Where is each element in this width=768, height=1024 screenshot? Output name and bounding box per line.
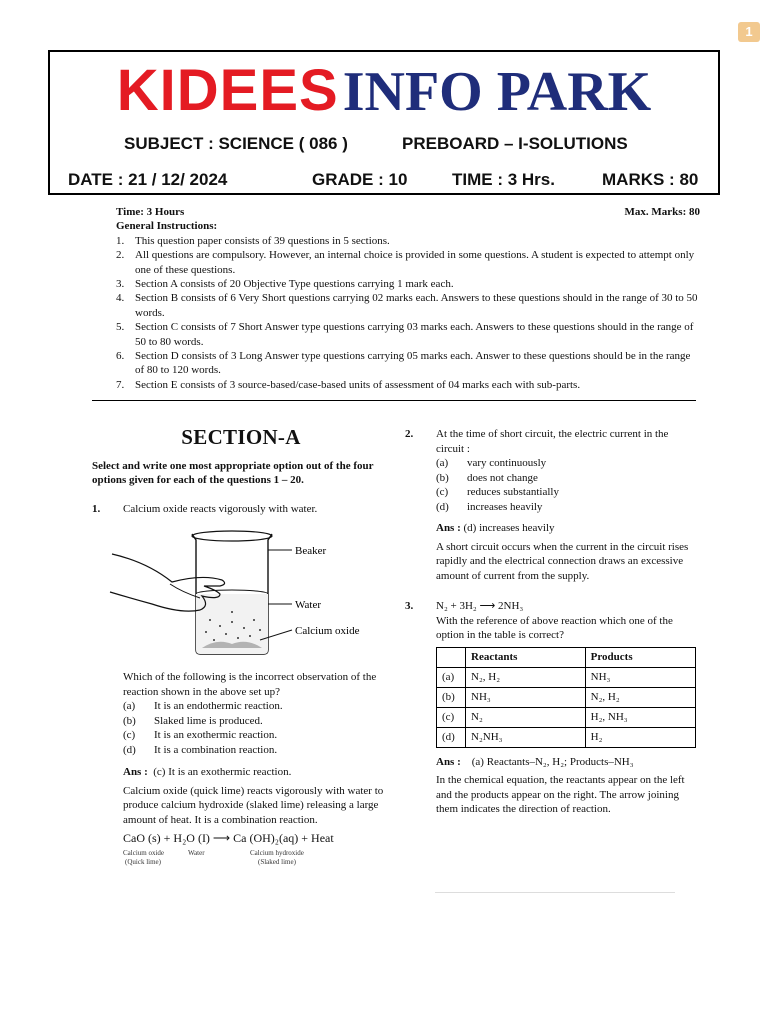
instruction-item: 6. Section D consists of 3 Long Answer type questions carrying 05 marks each. Answer to these questions should be in the range of 80 to 120 words.	[116, 350, 691, 377]
bottom-faint-rule	[435, 892, 675, 893]
question-text: At the time of short circuit, the electric current in the circuit :	[436, 428, 669, 455]
question-2	[405, 427, 697, 456]
instruction-item: 7. Section E consists of 3 source-based/case-based units of assessment of 04 marks each with sub-parts.	[116, 378, 581, 391]
answer-label: Ans :	[436, 522, 461, 534]
answer-text: (d) increases heavily	[463, 522, 555, 534]
instructions-list	[116, 234, 700, 392]
time-allowed: Time: 3 Hours	[116, 206, 185, 218]
answer-text: (c) It is an exothermic reaction.	[153, 766, 292, 778]
q3-answer	[405, 755, 697, 770]
table-header-row: Reactants Products	[437, 647, 696, 667]
label-water: Water	[295, 599, 321, 611]
answer-text: (a) Reactants–N₂, H₂; Products–NH₃	[471, 755, 634, 768]
date-label: DATE : 21 / 12/ 2024	[68, 170, 228, 189]
question-number: 3.	[405, 600, 414, 612]
marks-label: MARKS : 80	[602, 170, 699, 189]
label-calcium-oxide: Calcium oxide	[295, 625, 360, 637]
question-1	[92, 502, 390, 517]
q1-question: Which of the following is the incorrect observation of the reaction shown in the above set up?	[123, 671, 377, 698]
grade-label: GRADE : 10	[312, 170, 408, 189]
option: (b) Slaked lime is produced.	[123, 714, 263, 727]
option: (a) vary continuously	[436, 457, 547, 469]
reaction-table	[436, 647, 696, 748]
option: (a) It is an endothermic reaction.	[123, 700, 283, 712]
table-row: (d) N₂NH₃ H₂	[437, 727, 696, 747]
question-text: With the reference of above reaction which one of the option in the table is correct?	[436, 614, 673, 641]
brand-title	[50, 58, 718, 123]
beaker-illustration	[92, 522, 390, 662]
right-column	[405, 427, 697, 817]
instruction-item: 3. Section A consists of 20 Objective Type questions carrying 1 mark each.	[116, 278, 454, 291]
q1-body	[92, 670, 390, 699]
table-row: (b) NH₃ N₂, H₂	[437, 687, 696, 707]
table-row: (c) N₂ H₂, NH₃	[437, 707, 696, 727]
table-row: (a) N₂, H₂ NH₃	[437, 667, 696, 687]
q3-explanation: In the chemical equation, the reactants appear on the left and the products appear on the right. The arrow joining them indicates the direction of reaction.	[436, 774, 685, 815]
left-column	[92, 425, 390, 866]
option: (b) does not change	[436, 471, 538, 484]
question-3	[405, 599, 697, 643]
instruction-item: 1. This question paper consists of 39 questions in 5 sections.	[116, 234, 390, 247]
q1-answer	[92, 765, 390, 780]
beaker-figure	[92, 522, 390, 662]
answer-label: Ans :	[436, 755, 461, 768]
label-beaker: Beaker	[295, 545, 327, 557]
q3-table-wrap	[405, 647, 697, 748]
option: (c) reduces substantially	[436, 486, 559, 498]
option: (c) It is an exothermic reaction.	[123, 729, 278, 741]
brand-red: KIDEES	[116, 58, 339, 123]
max-marks: Max. Marks: 80	[624, 206, 700, 218]
general-instructions	[116, 205, 700, 392]
subject-label: SUBJECT : SCIENCE ( 086 )	[124, 134, 348, 153]
section-title: SECTION-A	[181, 425, 301, 449]
q1-explanation: Calcium oxide (quick lime) reacts vigorously with water to produce calcium hydroxide (slaked lime) releasing a large amount of heat. It is a combination reaction.	[123, 784, 384, 826]
brand-blue: INFO PARK	[342, 61, 652, 123]
q1-options	[92, 699, 390, 757]
option: (d) It is a combination reaction.	[123, 743, 278, 756]
section-divider	[92, 400, 696, 401]
section-intro: Select and write one most appropriate option out of the four options given for each of the questions 1 – 20.	[92, 459, 374, 486]
question-text: Calcium oxide reacts vigorously with water.	[123, 502, 318, 515]
instructions-head	[116, 205, 700, 219]
q3-equation: N₂ + 3H₂ ⟶ 2NH₃	[436, 600, 524, 612]
q1-equation-labels: Calcium oxide (Quick lime) Water Calcium hydroxide (Slaked lime)	[123, 848, 304, 866]
time-label: TIME : 3 Hrs.	[452, 170, 555, 189]
exam-label: PREBOARD – I-SOLUTIONS	[402, 134, 628, 153]
page-number-badge: 1	[738, 22, 760, 42]
q2-options	[405, 456, 697, 514]
question-number: 2.	[405, 428, 414, 440]
option: (d) increases heavily	[436, 500, 543, 513]
q2-answer	[405, 521, 697, 536]
q1-equation: CaO (s) + H₂O (I) ⟶ Ca (OH)₂(aq) + Heat	[123, 831, 334, 845]
instruction-item: 4. Section B consists of 6 Very Short questions carrying 02 marks each. Answers to these questions should in the range of 30 to 50 words.	[116, 292, 698, 319]
question-number: 1.	[92, 502, 101, 515]
q2-explanation: A short circuit occurs when the current in the circuit rises rapidly and the electrical connection draws an excessive amount of current from the supply.	[436, 540, 689, 582]
instructions-heading: General Instructions:	[116, 220, 218, 233]
answer-label: Ans :	[123, 766, 148, 778]
instruction-item: 5. Section C consists of 7 Short Answer type questions carrying 03 marks each. Answers to these questions should in the range of 50 to 80 words.	[116, 321, 694, 348]
instruction-item: 2. All questions are compulsory. However, an internal choice is provided in some questions. A student is expected to attempt only one of these questions.	[116, 249, 695, 276]
header-box	[48, 50, 720, 195]
